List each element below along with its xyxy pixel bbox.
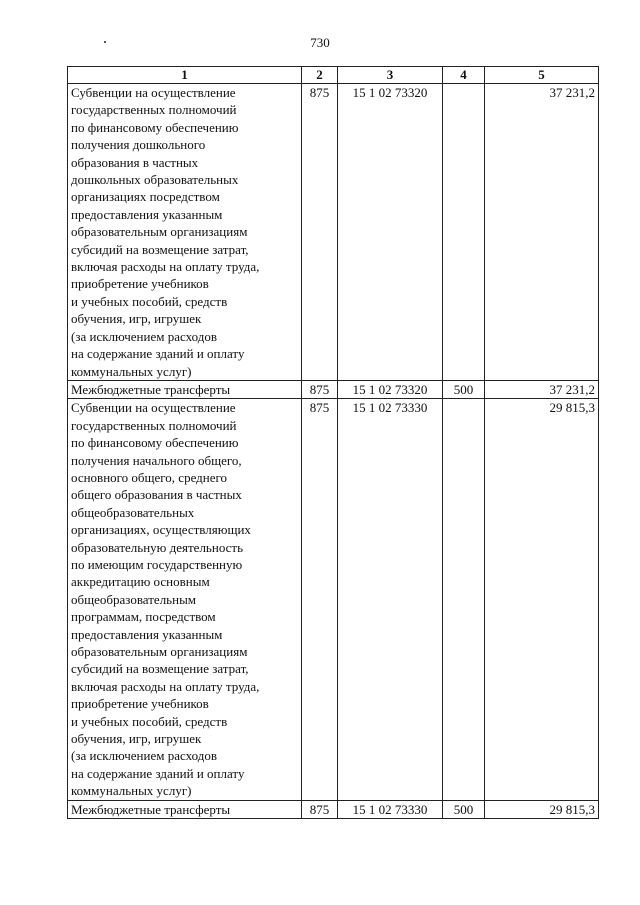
scan-dot-mark bbox=[104, 41, 106, 43]
row-name: Субвенции на осуществление государственных полномочий по финансовому обеспечению получения начального общего, основного общего, среднего общего образования в частных общеобразовательных организациях, осуществляющих образовательную деятельность по имеющим государственную аккредитацию основным общеобразовательным программам, посредством предоставления указанным образовательным организациям субсидий на возмещение затрат, включая расходы на оплату труда, приобретение учебников и учебных пособий, средств обучения, игр, игрушек (за исключением расходов на содержание зданий и оплату коммунальных услуг) bbox=[68, 399, 302, 800]
budget-table bbox=[67, 66, 599, 819]
row-code: 875 bbox=[302, 84, 338, 381]
header-cell-type: 4 bbox=[443, 67, 485, 84]
row-type bbox=[443, 84, 485, 381]
table-header-row bbox=[68, 67, 599, 84]
header-cell-name: 1 bbox=[68, 67, 302, 84]
row-code: 875 bbox=[302, 399, 338, 800]
row-name: Межбюджетные трансферты bbox=[68, 800, 302, 818]
row-type: 500 bbox=[443, 800, 485, 818]
header-cell-code: 2 bbox=[302, 67, 338, 84]
row-type: 500 bbox=[443, 380, 485, 398]
page-number: 730 bbox=[310, 35, 330, 50]
row-code: 875 bbox=[302, 800, 338, 818]
row-name: Субвенции на осуществление государственных полномочий по финансовому обеспечению получения дошкольного образования в частных дошкольных образовательных организациях посредством предоставления указанным образовательным организациям субсидий на возмещение затрат, включая расходы на оплату труда, приобретение учебников и учебных пособий, средств обучения, игр, игрушек (за исключением расходов на содержание зданий и оплату коммунальных услуг) bbox=[68, 84, 302, 381]
table-row bbox=[68, 380, 599, 398]
row-code: 875 bbox=[302, 380, 338, 398]
row-csr: 15 1 02 73320 bbox=[338, 380, 443, 398]
row-name: Межбюджетные трансферты bbox=[68, 380, 302, 398]
row-amount: 29 815,3 bbox=[485, 399, 599, 800]
row-csr: 15 1 02 73330 bbox=[338, 399, 443, 800]
row-amount: 37 231,2 bbox=[485, 84, 599, 381]
row-csr: 15 1 02 73320 bbox=[338, 84, 443, 381]
row-amount: 37 231,2 bbox=[485, 380, 599, 398]
table-row bbox=[68, 800, 599, 818]
table-row bbox=[68, 84, 599, 381]
row-amount: 29 815,3 bbox=[485, 800, 599, 818]
header-cell-amount: 5 bbox=[485, 67, 599, 84]
row-csr: 15 1 02 73330 bbox=[338, 800, 443, 818]
header-cell-csr: 3 bbox=[338, 67, 443, 84]
table-row bbox=[68, 399, 599, 800]
row-type bbox=[443, 399, 485, 800]
